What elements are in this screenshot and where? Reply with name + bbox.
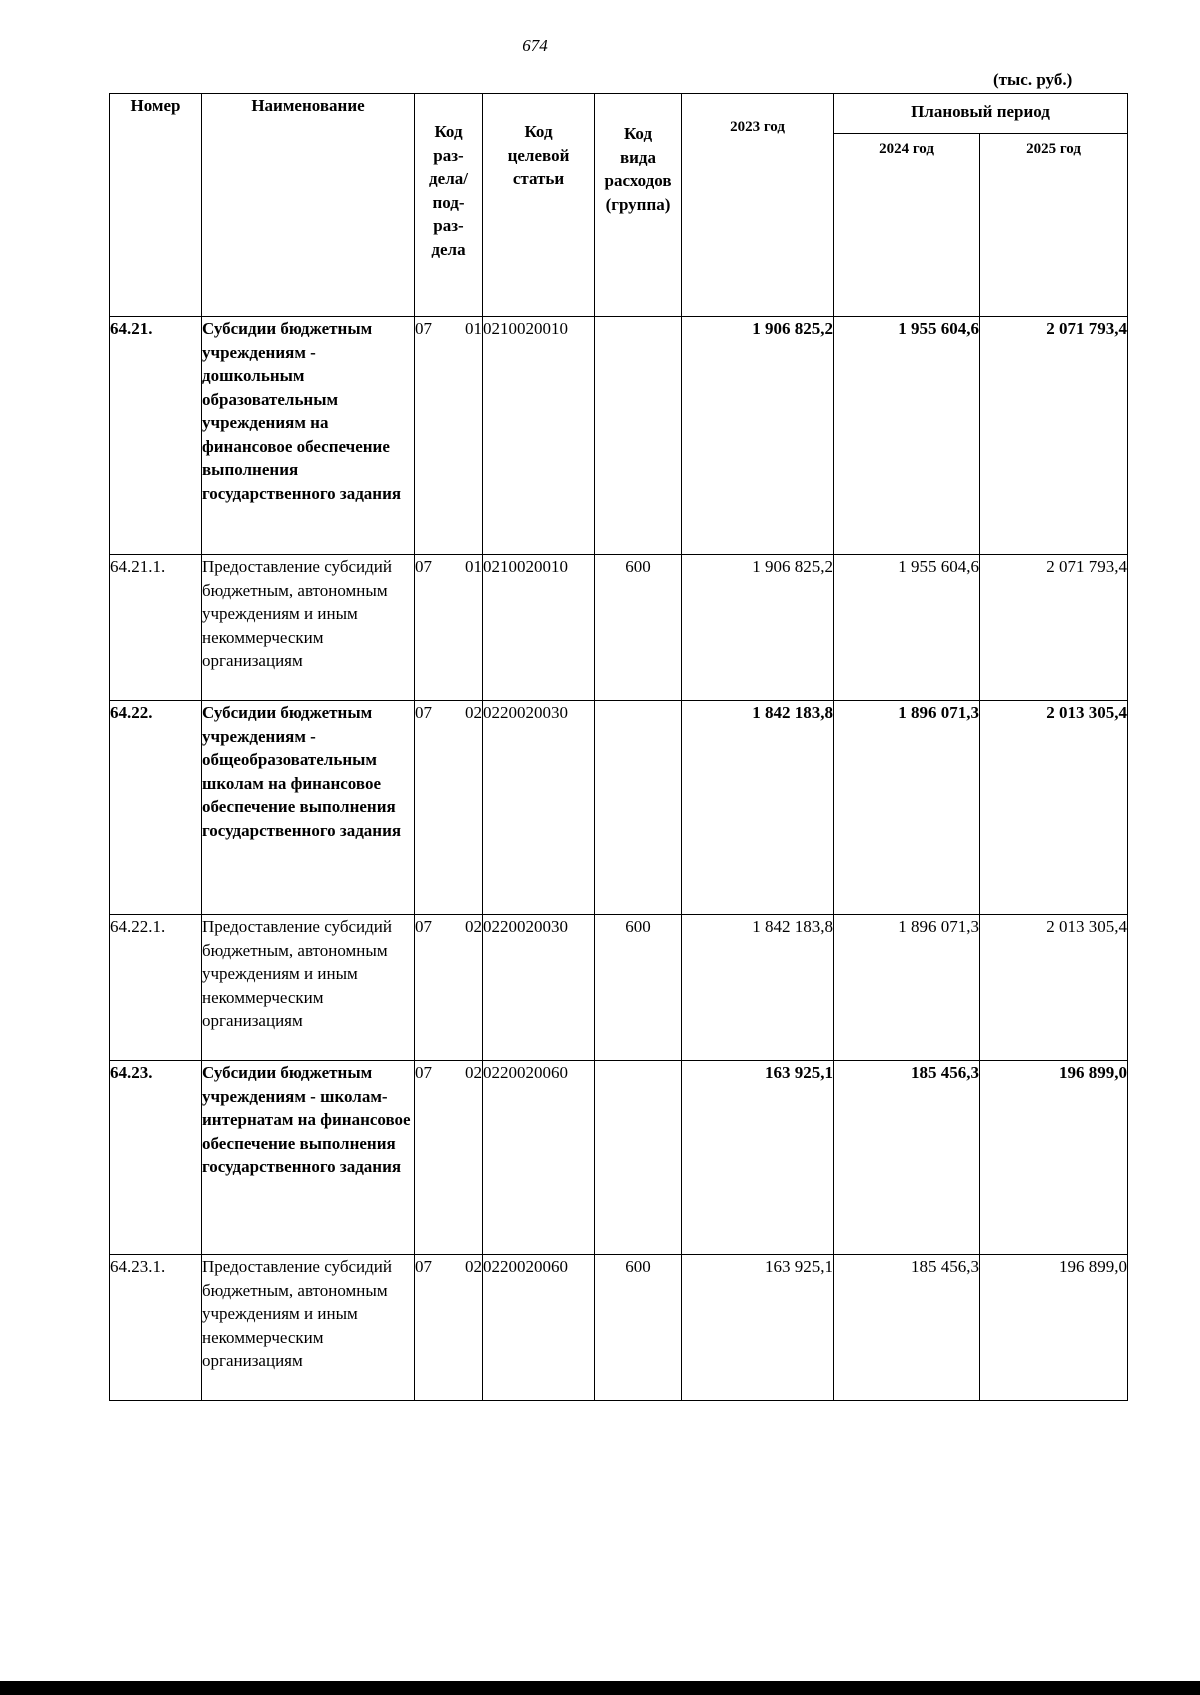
header-2023: 2023 год [682,94,834,317]
row-number: 64.22. [110,701,202,915]
row-number: 64.21.1. [110,555,202,701]
row-podrazdel: 01 [465,319,482,338]
table-row [110,317,1128,555]
row-target-code: 0220020030 [483,915,595,1061]
table-row [110,1255,1128,1401]
row-razdel: 07 [415,1063,432,1082]
page-number: 674 [522,36,548,55]
row-amount-2025: 2 071 793,4 [980,317,1128,555]
row-amount-2024: 185 456,3 [834,1255,980,1401]
row-target-code: 0220020030 [483,701,595,915]
row-target-code: 0210020010 [483,555,595,701]
row-amount-2023: 1 906 825,2 [682,555,834,701]
row-amount-2024: 1 896 071,3 [834,701,980,915]
units-label: (тыс. руб.) [993,70,1073,89]
row-amount-2023: 163 925,1 [682,1255,834,1401]
header-name: Наименование [202,94,415,317]
row-razdel: 07 [415,557,432,576]
row-podrazdel: 02 [465,1063,482,1082]
row-expense-type: 600 [595,915,682,1061]
row-expense-type [595,317,682,555]
table-row [110,1061,1128,1255]
row-name: Предоставление субсидий бюджетным, автономным учреждениям и иным некоммерческим организациям [202,555,415,701]
row-target-code: 0220020060 [483,1255,595,1401]
row-amount-2024: 1 955 604,6 [834,317,980,555]
row-amount-2024: 1 896 071,3 [834,915,980,1061]
row-podrazdel: 02 [465,703,482,722]
header-expense-type: Код вида расходов (группа) [595,94,682,317]
row-expense-type [595,1061,682,1255]
table-row [110,555,1128,701]
row-amount-2025: 2 013 305,4 [980,915,1128,1061]
table-row [110,915,1128,1061]
header-number: Номер [110,94,202,317]
row-expense-type: 600 [595,555,682,701]
row-razdel: 07 [415,319,432,338]
row-section-code [415,317,483,555]
header-target: Код целевой статьи [483,94,595,317]
row-amount-2023: 1 842 183,8 [682,915,834,1061]
row-razdel: 07 [415,1257,432,1276]
row-number: 64.23. [110,1061,202,1255]
row-name: Предоставление субсидий бюджетным, автономным учреждениям и иным некоммерческим организациям [202,1255,415,1401]
row-number: 64.22.1. [110,915,202,1061]
table-body [110,317,1128,1401]
row-amount-2025: 196 899,0 [980,1061,1128,1255]
row-expense-type [595,701,682,915]
budget-table [109,93,1128,1401]
row-amount-2025: 2 071 793,4 [980,555,1128,701]
header-section: Код раз- дела/ под- раз- дела [415,94,483,317]
row-target-code: 0210020010 [483,317,595,555]
row-section-code [415,701,483,915]
row-podrazdel: 01 [465,557,482,576]
row-amount-2024: 185 456,3 [834,1061,980,1255]
row-podrazdel: 02 [465,917,482,936]
row-amount-2024: 1 955 604,6 [834,555,980,701]
row-name: Субсидии бюджетным учреждениям - дошкольным образовательным учреждениям на финансовое обеспечение выполнения государственного задания [202,317,415,555]
row-razdel: 07 [415,703,432,722]
row-section-code [415,1255,483,1401]
row-name: Субсидии бюджетным учреждениям - школам-интернатам на финансовое обеспечение выполнения государственного задания [202,1061,415,1255]
row-name: Предоставление субсидий бюджетным, автономным учреждениям и иным некоммерческим организациям [202,915,415,1061]
row-podrazdel: 02 [465,1257,482,1276]
row-section-code [415,555,483,701]
row-expense-type: 600 [595,1255,682,1401]
row-amount-2025: 196 899,0 [980,1255,1128,1401]
row-target-code: 0220020060 [483,1061,595,1255]
row-amount-2023: 163 925,1 [682,1061,834,1255]
row-section-code [415,915,483,1061]
row-number: 64.23.1. [110,1255,202,1401]
header-2025: 2025 год [980,134,1128,317]
row-amount-2023: 1 842 183,8 [682,701,834,915]
row-number: 64.21. [110,317,202,555]
table-row [110,701,1128,915]
header-2024: 2024 год [834,134,980,317]
row-razdel: 07 [415,917,432,936]
row-amount-2025: 2 013 305,4 [980,701,1128,915]
row-name: Субсидии бюджетным учреждениям - общеобразовательным школам на финансовое обеспечение выполнения государственного задания [202,701,415,915]
header-plan-period: Плановый период [834,94,1128,134]
row-amount-2023: 1 906 825,2 [682,317,834,555]
row-section-code [415,1061,483,1255]
scan-edge [0,1681,1200,1695]
